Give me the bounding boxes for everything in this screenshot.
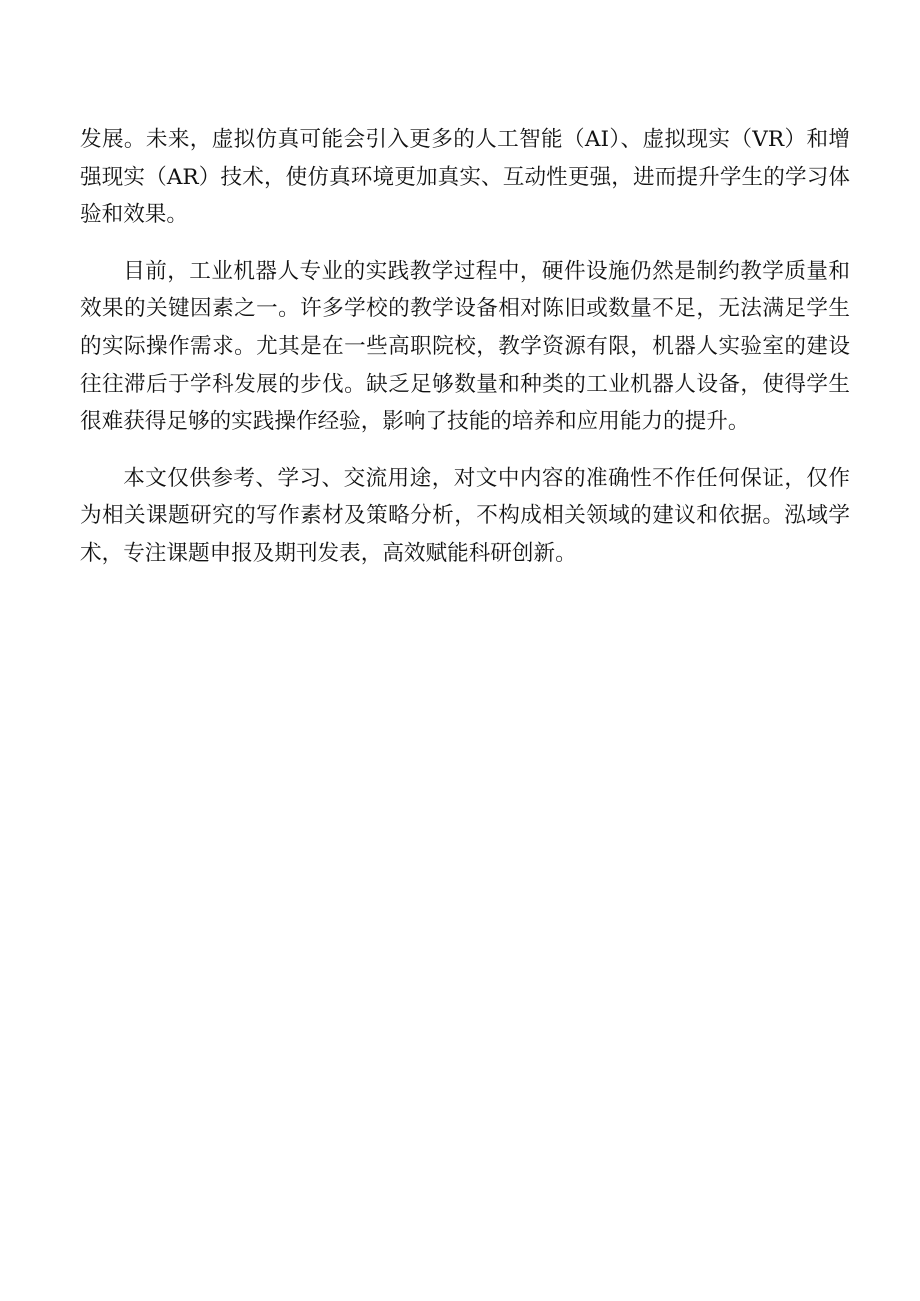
paragraph-disclaimer: 本文仅供参考、学习、交流用途，对文中内容的准确性不作任何保证，仅作为相关课题研究的写作素材及策略分析，不构成相关领域的建议和依据。泓域学术，专注课题申报及期刊发表，高效赋能科研创新。 bbox=[80, 465, 850, 566]
paragraph-hardware: 目前，工业机器人专业的实践教学过程中，硬件设施仍然是制约教学质量和效果的关键因素之一。许多学校的教学设备相对陈旧或数量不足，无法满足学生的实际操作需求。尤其是在一些高职院校，教学资源有限，机器人实验室的建设往往滞后于学科发展的步伐。缺乏足够数量和种类的工业机器人设备，使得学生很难获得足够的实践操作经验，影响了技能的培养和应用能力的提升。 bbox=[80, 258, 850, 435]
document-body bbox=[80, 121, 850, 573]
paragraph-continuation: 发展。未来，虚拟仿真可能会引入更多的人工智能（AI）、虚拟现实（VR）和增强现实（AR）技术，使仿真环境更加真实、互动性更强，进而提升学生的学习体验和效果。 bbox=[80, 127, 850, 228]
